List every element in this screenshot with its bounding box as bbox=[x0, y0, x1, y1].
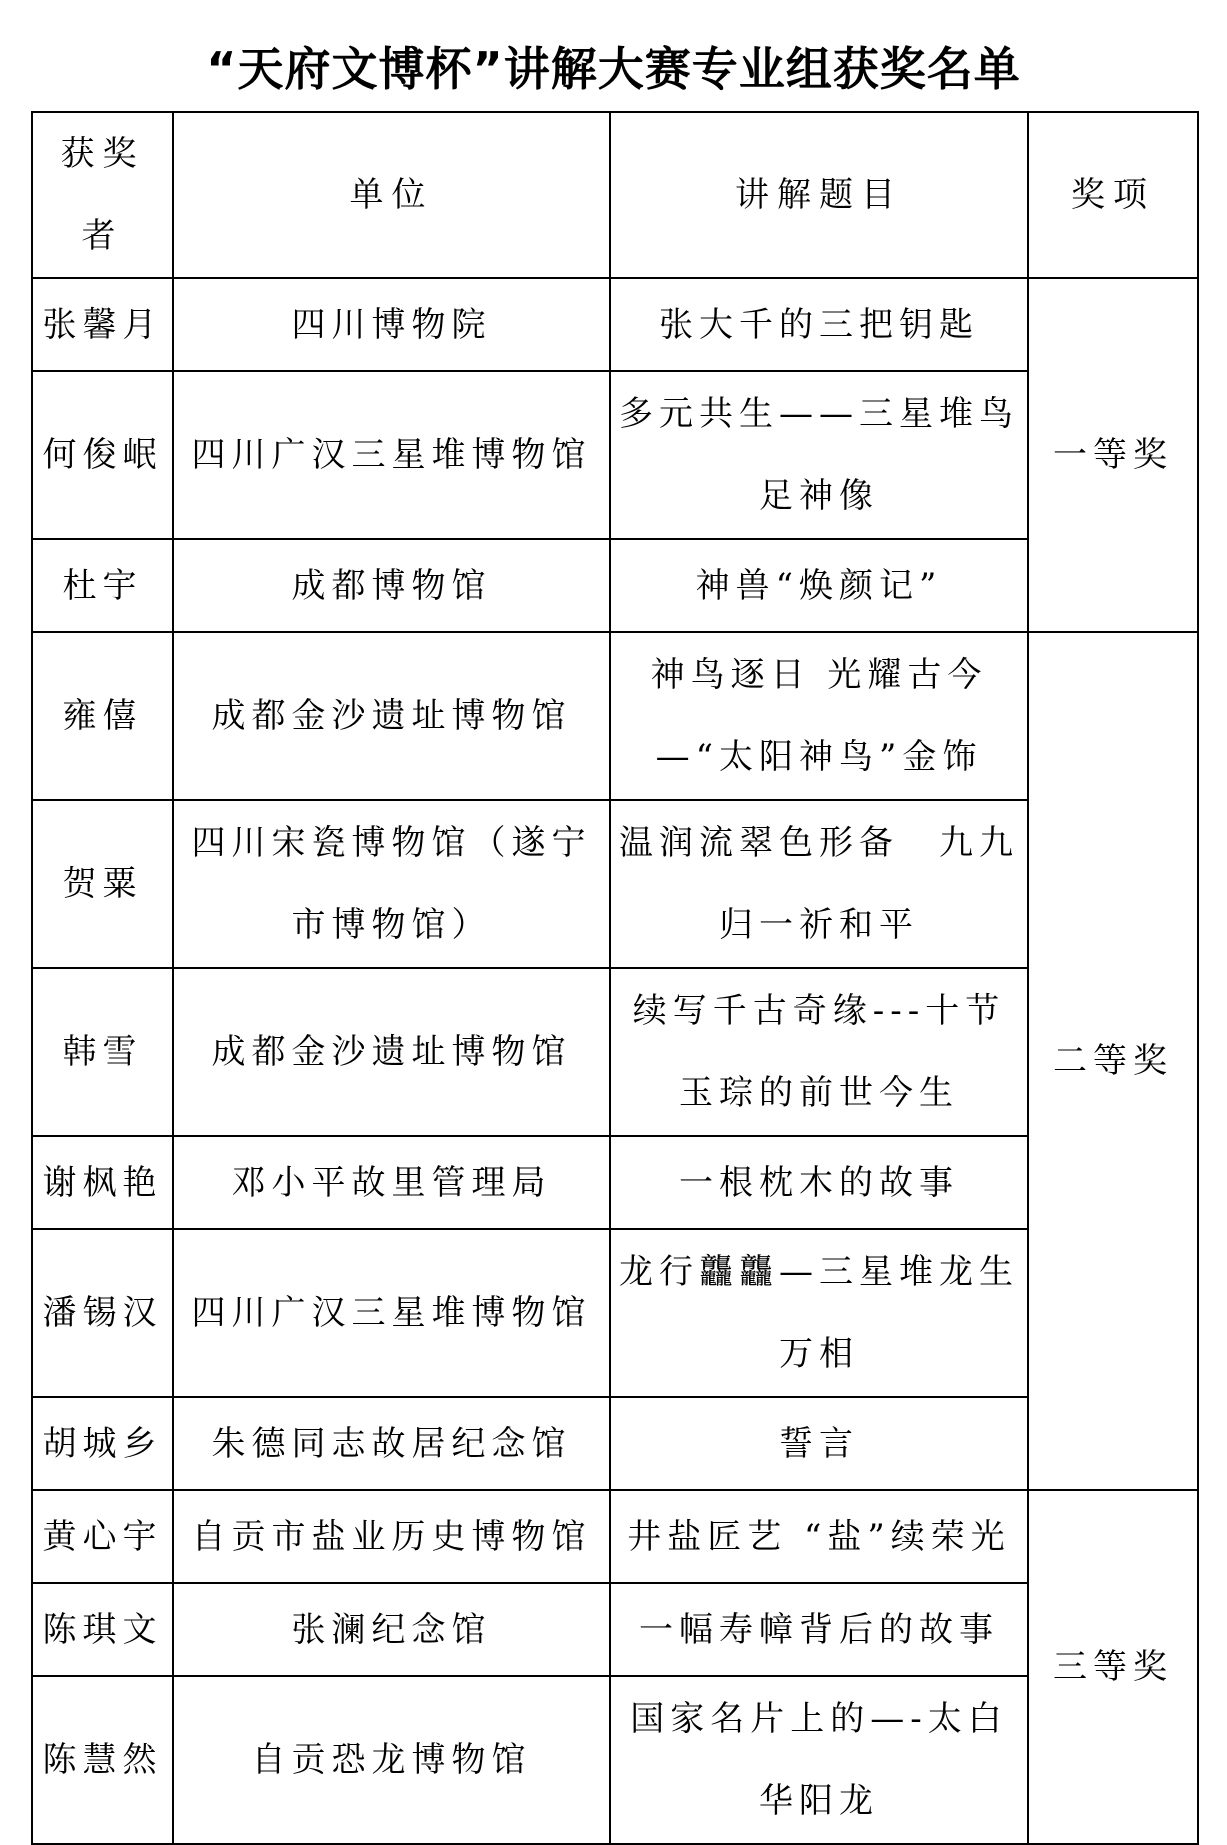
winner-cell: 韩雪 bbox=[32, 968, 173, 1136]
winner-cell: 陈琪文 bbox=[32, 1583, 173, 1676]
unit-cell: 自贡恐龙博物馆 bbox=[173, 1676, 610, 1844]
header-unit: 单位 bbox=[173, 112, 610, 278]
unit-cell: 四川广汉三星堆博物馆 bbox=[173, 1229, 610, 1397]
unit-cell: 成都金沙遗址博物馆 bbox=[173, 632, 610, 800]
table-row bbox=[32, 1397, 1198, 1490]
winner-cell: 何俊岷 bbox=[32, 371, 173, 539]
table-row bbox=[32, 539, 1198, 632]
topic-cell: 温润流翠色形备 九九归一祈和平 bbox=[610, 800, 1028, 968]
winner-cell: 胡城乡 bbox=[32, 1397, 173, 1490]
unit-cell: 四川宋瓷博物馆（遂宁市博物馆） bbox=[173, 800, 610, 968]
topic-cell: 誓言 bbox=[610, 1397, 1028, 1490]
unit-cell: 张澜纪念馆 bbox=[173, 1583, 610, 1676]
unit-cell: 成都金沙遗址博物馆 bbox=[173, 968, 610, 1136]
header-prize: 奖项 bbox=[1028, 112, 1198, 278]
unit-cell: 成都博物馆 bbox=[173, 539, 610, 632]
award-table bbox=[31, 111, 1199, 1845]
winner-cell: 陈慧然 bbox=[32, 1676, 173, 1844]
table-row bbox=[32, 632, 1198, 800]
table-row bbox=[32, 1136, 1198, 1229]
prize-cell-second: 二等奖 bbox=[1028, 632, 1198, 1490]
topic-cell: 国家名片上的—-太白华阳龙 bbox=[610, 1676, 1028, 1844]
winner-cell: 杜宇 bbox=[32, 539, 173, 632]
table-row bbox=[32, 1490, 1198, 1583]
table-row bbox=[32, 1676, 1198, 1844]
winner-cell: 雍僖 bbox=[32, 632, 173, 800]
table-row bbox=[32, 968, 1198, 1136]
winner-cell: 潘锡汉 bbox=[32, 1229, 173, 1397]
topic-cell: 多元共生——三星堆鸟足神像 bbox=[610, 371, 1028, 539]
winner-cell: 张馨月 bbox=[32, 278, 173, 371]
topic-cell: 神兽“焕颜记” bbox=[610, 539, 1028, 632]
table-header-row bbox=[32, 112, 1198, 278]
header-topic: 讲解题目 bbox=[610, 112, 1028, 278]
unit-cell: 自贡市盐业历史博物馆 bbox=[173, 1490, 610, 1583]
table-row bbox=[32, 1229, 1198, 1397]
unit-cell: 四川博物院 bbox=[173, 278, 610, 371]
document-title: “天府文博杯”讲解大赛专业组获奖名单 bbox=[206, 42, 1021, 96]
topic-cell: 续写千古奇缘---十节玉琮的前世今生 bbox=[610, 968, 1028, 1136]
winner-cell: 黄心宇 bbox=[32, 1490, 173, 1583]
topic-cell: 井盐匠艺 “盐”续荣光 bbox=[610, 1490, 1028, 1583]
unit-cell: 朱德同志故居纪念馆 bbox=[173, 1397, 610, 1490]
topic-cell: 一幅寿幛背后的故事 bbox=[610, 1583, 1028, 1676]
topic-cell: 一根枕木的故事 bbox=[610, 1136, 1028, 1229]
topic-cell: 神鸟逐日 光耀古今—“太阳神鸟”金饰 bbox=[610, 632, 1028, 800]
topic-cell: 龙行龘龘—三星堆龙生万相 bbox=[610, 1229, 1028, 1397]
table-row bbox=[32, 278, 1198, 371]
winner-cell: 贺粟 bbox=[32, 800, 173, 968]
winner-cell: 谢枫艳 bbox=[32, 1136, 173, 1229]
prize-cell-first: 一等奖 bbox=[1028, 278, 1198, 632]
table-row bbox=[32, 1583, 1198, 1676]
topic-cell: 张大千的三把钥匙 bbox=[610, 278, 1028, 371]
header-winner: 获奖者 bbox=[32, 112, 173, 278]
prize-cell-third: 三等奖 bbox=[1028, 1490, 1198, 1844]
unit-cell: 四川广汉三星堆博物馆 bbox=[173, 371, 610, 539]
table-row bbox=[32, 371, 1198, 539]
unit-cell: 邓小平故里管理局 bbox=[173, 1136, 610, 1229]
table-row bbox=[32, 800, 1198, 968]
